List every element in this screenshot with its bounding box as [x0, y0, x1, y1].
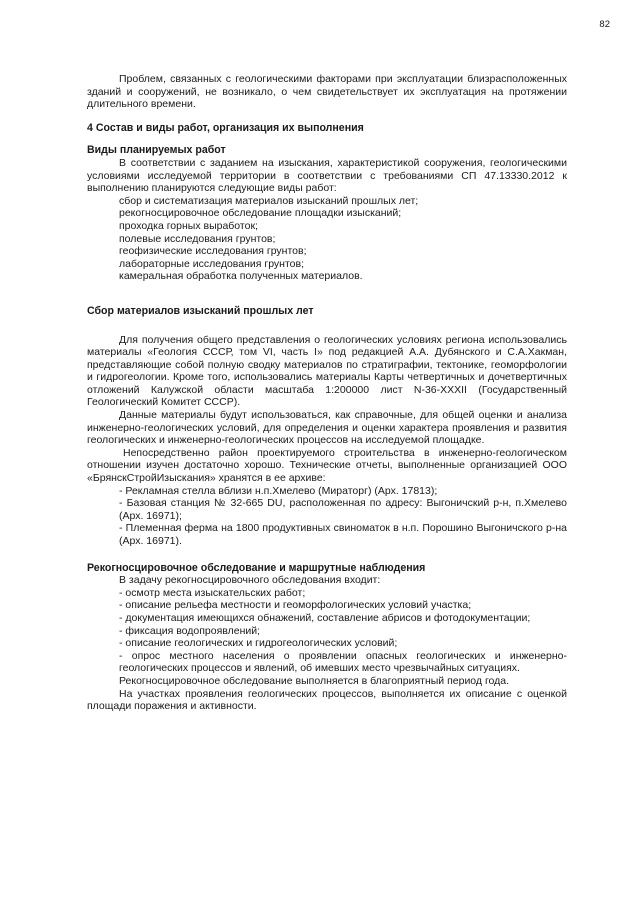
subsection-title-collection: Сбор материалов изысканий прошлых лет: [87, 304, 314, 317]
list-item: сбор и систематизация материалов изысканий прошлых лет;: [119, 194, 419, 207]
recon-item: - фиксация водопроявлений;: [119, 624, 261, 637]
recon-paragraph-2: На участках проявления геологических процессов, выполняется их описание с оценкой площади поражения и активности.: [87, 687, 567, 713]
section-title: 4 Состав и виды работ, организация их выполнения: [87, 121, 364, 134]
page-number: 82: [599, 19, 610, 30]
recon-item: - осмотр места изыскательских работ;: [119, 586, 306, 599]
intro-paragraph: Проблем, связанных с геологическими факторами при эксплуатации близрасположенных зданий и сооружений, не возникало, о чем свидетельствует их эксплуатация на протяжении длительного времени.: [87, 73, 567, 111]
document-body: [87, 73, 567, 713]
archive-item: - Рекламная стелла вблизи н.п.Хмелево (Мираторг) (Арх. 17813);: [119, 484, 438, 497]
planned-works-paragraph: В соответствии с заданием на изыскания, характеристикой сооружения, геологическими условиями исследуемой территории в соответствии с требованиями СП 47.13330.2012 к выполнению планируются следующие виды работ:: [87, 156, 567, 195]
list-item: лабораторные исследования грунтов;: [119, 257, 305, 270]
list-item: геофизические исследования грунтов;: [119, 245, 307, 258]
subsection-title-recon: Рекогносцировочное обследование и маршрутные наблюдения: [87, 561, 426, 574]
recon-paragraph-1: Рекогносцировочное обследование выполняется в благоприятный период года.: [119, 674, 510, 687]
list-item: рекогносцировочное обследование площадки изысканий;: [119, 207, 402, 220]
recon-item: - опрос местного населения о проявлении опасных геологических и инженерно-геологических процессов и явлений, об имевших место чрезвычайных ситуациях.: [119, 649, 567, 675]
collection-paragraph-1: Для получения общего представления о геологических условиях региона использовались материалы «Геология СССР, том VI, часть I» под редакцией А.А. Дубянского и С.А.Хакман, представляющие собой полную сводку материалов по стратиграфии, тектонике, геоморфологии и гидрогеологии. Кроме того, использовались материалы Карты четвертичных и дочетвертичных отложений Калужской области масштаба 1:200000 лист N-36-XXXII (Государственный Геологический Комитет СССР).: [87, 333, 567, 409]
collection-paragraph-3: Непосредственно район проектируемого строительства в инженерно-геологическом отношении изучен достаточно хорошо. Технические отчеты, выполненные организацией ООО «БрянскСтройИзыскания» хранятся в ее архиве:: [87, 446, 567, 485]
recon-lead: В задачу рекогносцировочного обследования входит:: [119, 574, 381, 587]
recon-item: - описание геологических и гидрогеологических условий;: [119, 637, 398, 650]
list-item: проходка горных выработок;: [119, 219, 258, 232]
list-item: полевые исследования грунтов;: [119, 232, 276, 245]
archive-item: - Базовая станция № 32-665 DU, расположенная по адресу: Выгоничский р-н, п.Хмелево (Арх. 16971);: [119, 497, 567, 522]
collection-paragraph-2: Данные материалы будут использоваться, как справочные, для общей оценки и анализа инженерно-геологических условий, для определения и оценки характера проявления и развития геологических и инженерно-геологических процессов на исследуемой площадке.: [87, 409, 567, 447]
archive-item: - Племенная ферма на 1800 продуктивных свиноматок в н.п. Порошино Выгоничского р-на (Арх. 16971).: [119, 522, 567, 547]
recon-item: - документация имеющихся обнажений, составление абрисов и фотодокументации;: [119, 611, 531, 624]
list-item: камеральная обработка полученных материалов.: [119, 270, 363, 283]
recon-item: - описание рельефа местности и геоморфологических условий участка;: [119, 599, 472, 612]
subsection-title-planned-works: Виды планируемых работ: [87, 144, 226, 157]
